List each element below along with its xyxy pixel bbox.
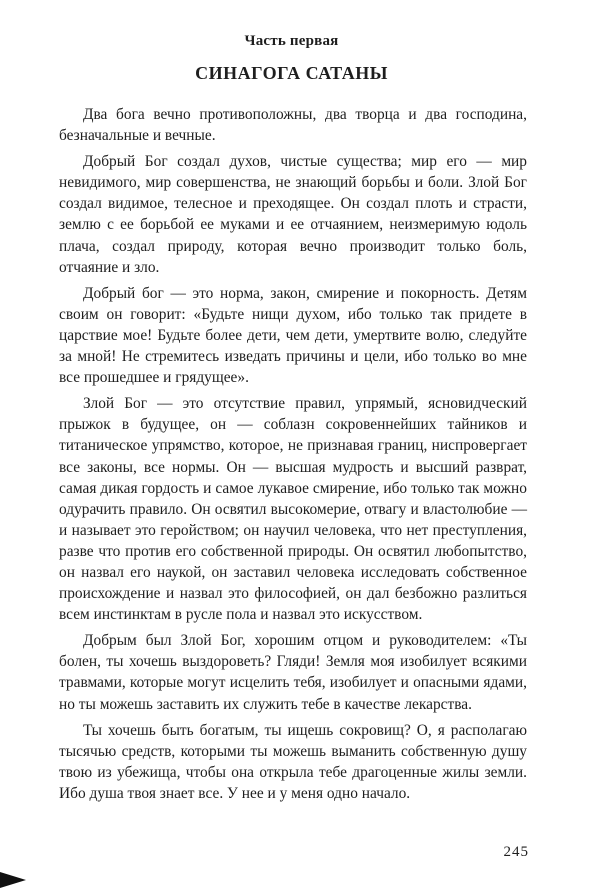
paragraph: Добрый Бог создал духов, чистые существа; мир его — мир невидимого, мир совершенства, не знающий борьбы и боли. Злой Бог создал видимое, телесное и преходящее. Он создал плоть и страсти, землю с ее борьбой ее муками и ее отчаянием, неизмеримую юдоль плача, создал природу, которая вечно производит только боль, отчаяние и зло. — [59, 153, 527, 276]
paragraph: Ты хочешь быть богатым, ты ищешь сокровищ? О, я располагаю тысячью средств, которыми ты можешь выманить собственную душу твою из убежища, чтобы она открыла тебе драгоценные жилы земли. Ибо душа твоя знает все. У нее и у меня одно начало. — [59, 721, 527, 802]
paragraph: Добрый бог — это норма, закон, смирение и покорность. Детям своим он говорит: «Будьте нищи духом, ибо только так придете в царствие мое! Будьте более дети, чем дети, умертвите волю, следуйте за мной! Не стремитесь изведать причины и цели, ибо только во мне все прошедшее и грядущее». — [59, 284, 527, 387]
chapter-title: СИНАГОГА САТАНЫ — [195, 63, 388, 83]
corner-triangle-icon — [0, 872, 26, 888]
part-title: Часть первая — [244, 33, 339, 49]
paragraph: Добрым был Злой Бог, хорошим отцом и руководителем: «Ты болен, ты хочешь выздороветь? Гляди! Земля моя изобилует всякими травмами, которые могут исцелить тебя, изобилует и опасными ядами, но ты можешь заставить их служить тебе в качестве лекарства. — [59, 632, 527, 713]
paragraph: Злой Бог — это отсутствие правил, упрямый, ясновидческий прыжок в будущее, он — соблазн сокровеннейших тайников и титаническое упрямство, которое, не признавая границ, ниспровергает все законы, все нормы. Он — высшая мудрость и высший разврат, самая дикая гордость и самое лукавое смирение, ибо только так можно одурачить правило. Он освятил высокомерие, отвагу и властолюбие — и называет это геройством; он научил человека, что нет преступления, разве что против его собственной природы. Он освятил любопытство, он назвал его наукой, он заставил человека исследовать собственное происхождение и назвал это философией, он дал безбожно разлиться всем инстинктам в русле пола и назвал это искусством. — [59, 395, 527, 624]
page-number: 245 — [503, 844, 529, 860]
paragraph: Два бога вечно противоположны, два творца и два господина, безначальные и вечные. — [59, 106, 527, 145]
body-text — [59, 104, 527, 804]
